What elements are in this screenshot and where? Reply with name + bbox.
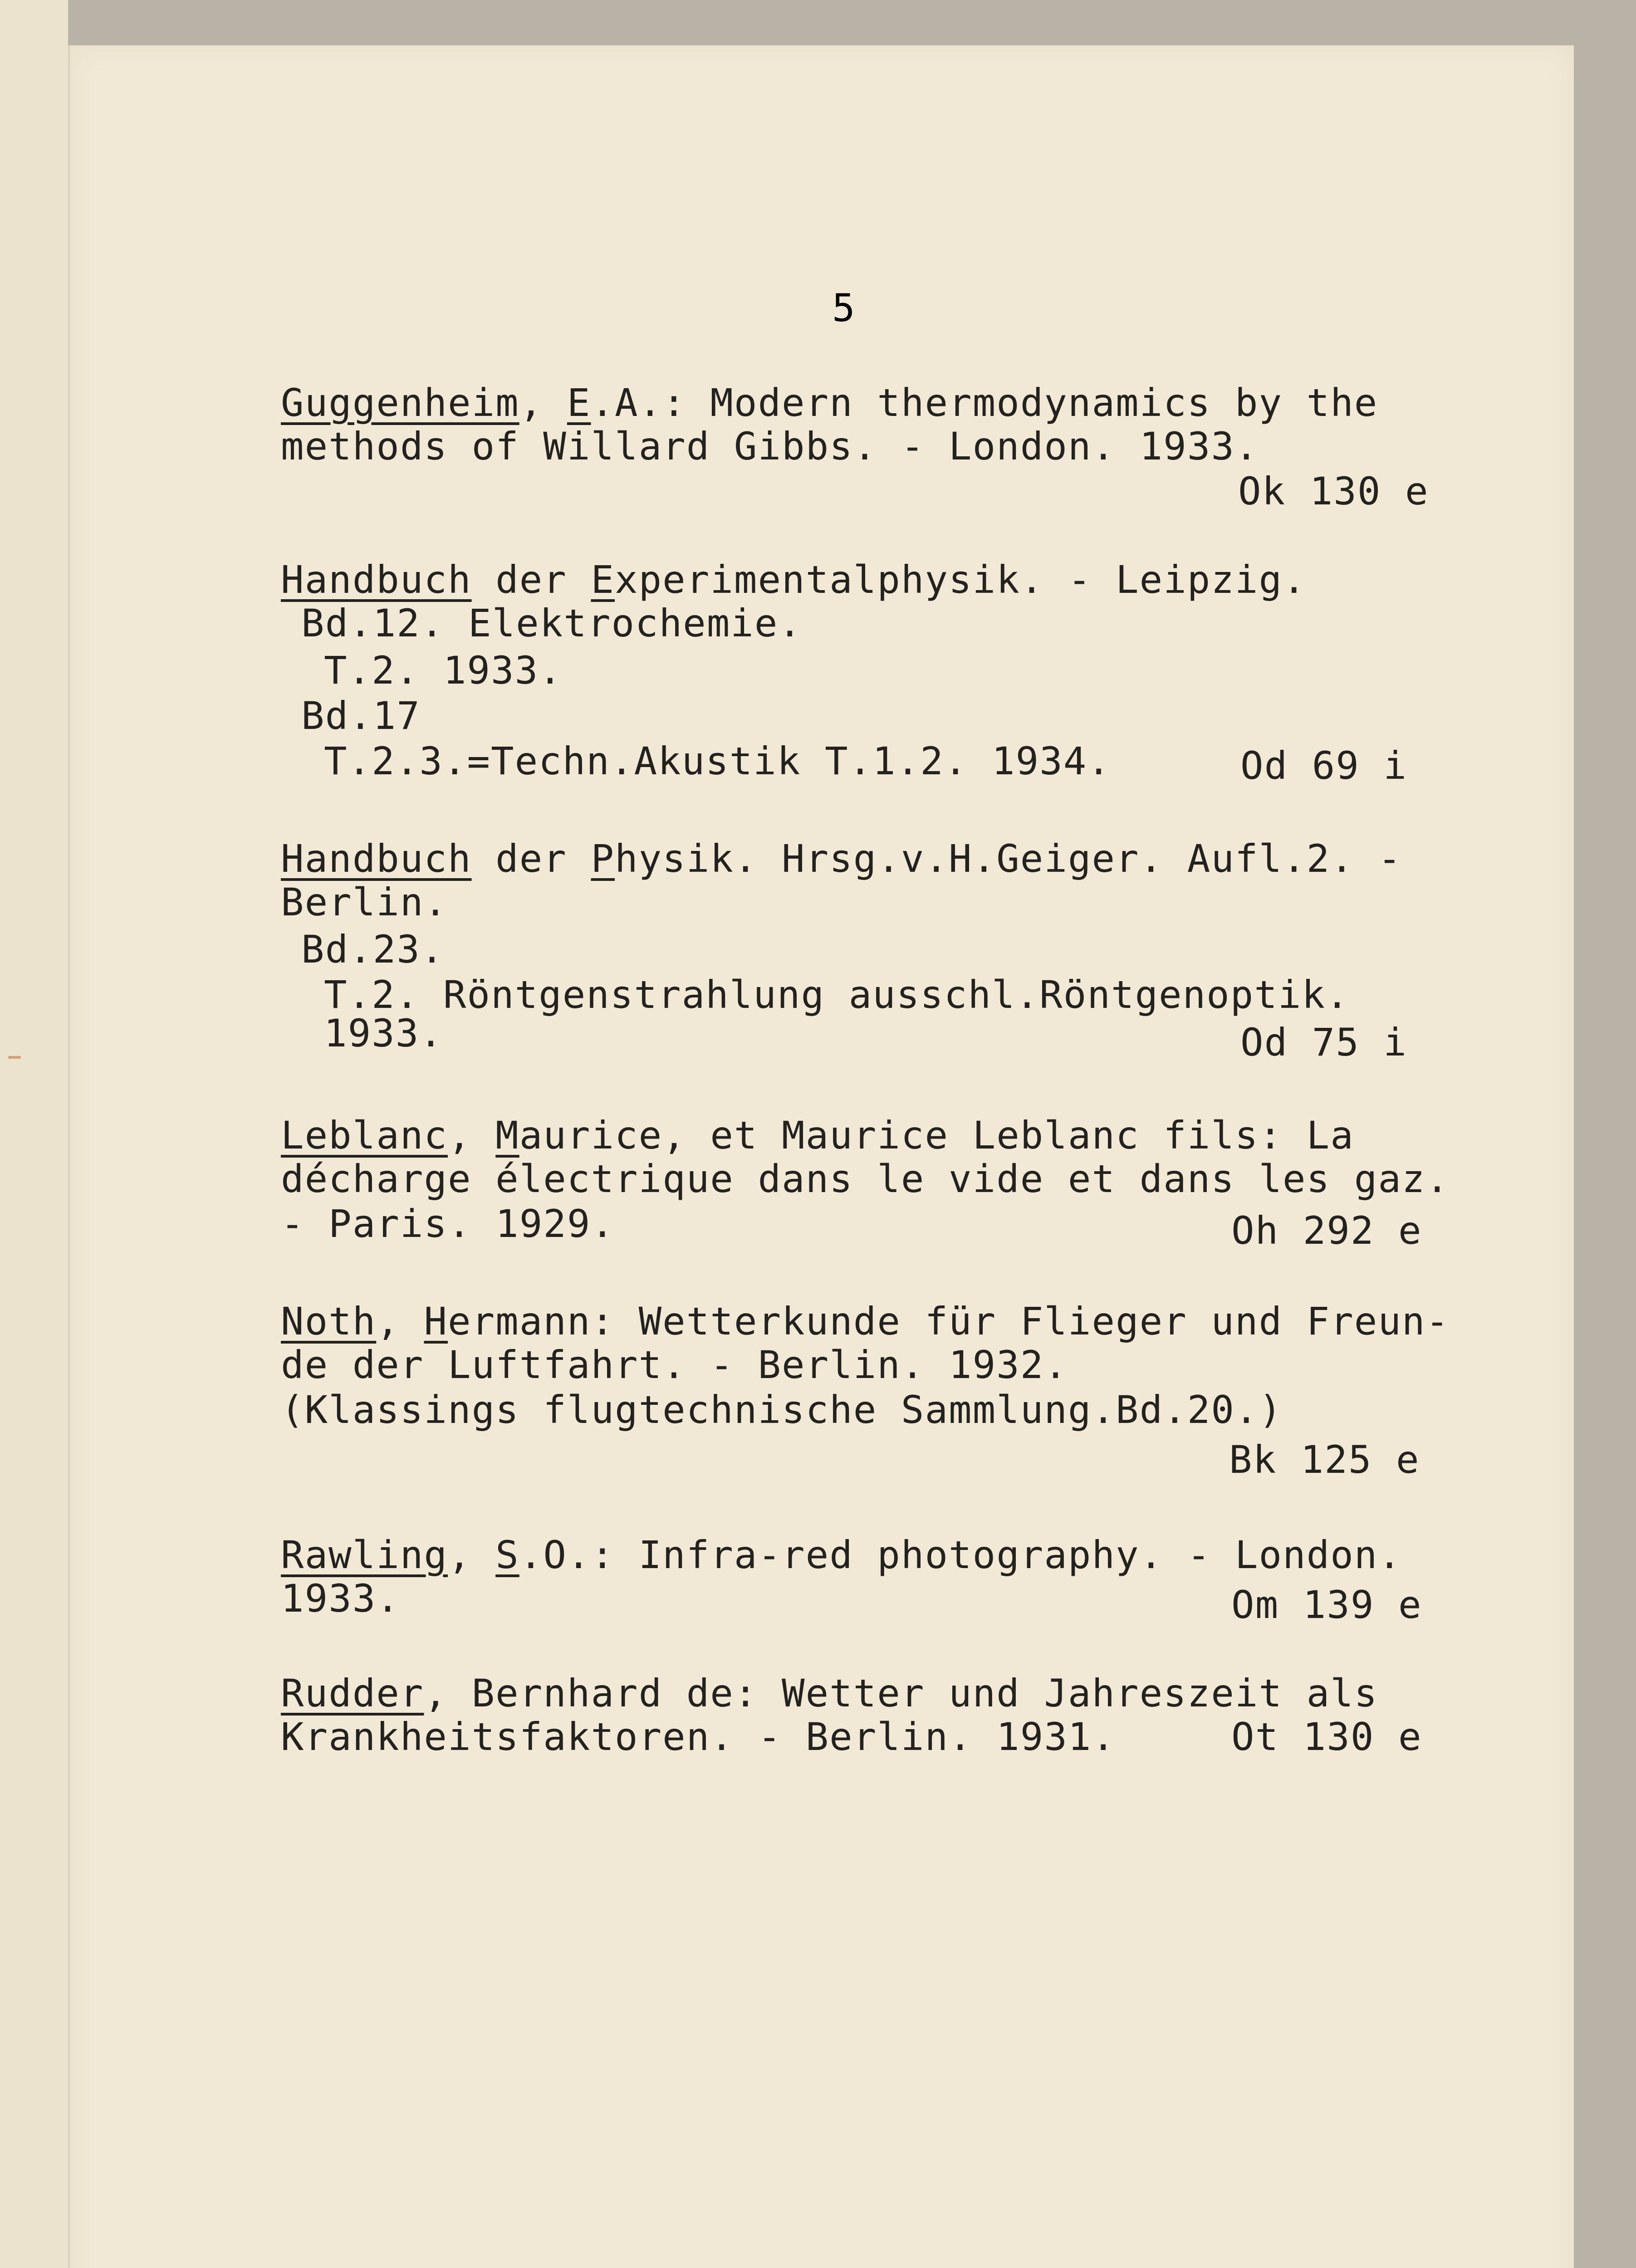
text: .A.: Modern thermodynamics by the (591, 381, 1378, 425)
text: der (471, 557, 591, 602)
entry-line: Bd.23. (301, 927, 445, 972)
text: aurice, et Maurice Leblanc fils: La (519, 1113, 1354, 1158)
text: , (519, 381, 567, 425)
shelfmark: Om 139 e (1231, 1583, 1422, 1627)
entry-line: T.2. 1933. (324, 648, 563, 693)
entry-line: Berlin. (281, 880, 448, 924)
text: hysik. Hrsg.v.H.Geiger. Aufl.2. - (615, 836, 1402, 881)
entry-line: Bd.12. Elektrochemie. (301, 601, 803, 645)
catalog-page (68, 45, 1574, 2268)
page-number: 5 (832, 286, 855, 330)
entry-line: Krankheitsfaktoren. - Berlin. 1931. (281, 1715, 1116, 1759)
entry-line: 1933. (324, 1011, 443, 1056)
left-page-edge (0, 0, 68, 2268)
text: , (448, 1113, 496, 1158)
text: ermann: Wetterkunde für Flieger und Freun- (448, 1299, 1450, 1344)
text: , (448, 1533, 496, 1577)
entry-line (281, 381, 1378, 425)
author-initial: H (424, 1299, 448, 1344)
author-initial: M (495, 1113, 519, 1158)
entry-guggenheim (70, 220, 1429, 513)
title-word: Handbuch (281, 836, 472, 881)
shelfmark: Od 69 i (1240, 743, 1408, 788)
bibliography (70, 45, 1450, 2268)
shelfmark: Oh 292 e (1231, 1208, 1422, 1253)
shelfmark: Ot 130 e (1231, 1715, 1422, 1759)
text: .O.: Infra-red photography. - London. (519, 1533, 1402, 1577)
author-surname: Guggenheim (281, 381, 519, 425)
entry-line (281, 1672, 1378, 1715)
entry-line: Bd.17 (301, 694, 421, 738)
text: , Bernhard de: Wetter und Jahreszeit als (424, 1671, 1378, 1716)
title-word: Handbuch (281, 557, 472, 602)
entry-line: 1933. (281, 1576, 400, 1621)
entry-line (281, 1533, 1402, 1577)
author-surname: Leblanc (281, 1113, 448, 1158)
entry-line: (Klassings flugtechnische Sammlung.Bd.20.) (281, 1388, 1283, 1432)
text: , (376, 1299, 424, 1344)
entry-line: T.2.3.=Techn.Akustik T.1.2. 1934. (324, 739, 1111, 783)
author-initial: S (495, 1533, 519, 1577)
author-surname: Noth (281, 1299, 377, 1344)
author-surname: Rudder (281, 1671, 424, 1716)
text: xperimentalphysik. - Leipzig. (615, 557, 1307, 602)
entry-line: décharge électrique dans le vide et dans les gaz. (281, 1157, 1450, 1201)
title-initial: E (591, 557, 615, 602)
shelfmark: Od 75 i (1240, 1020, 1408, 1065)
shelfmark: Bk 125 e (1229, 1437, 1420, 1482)
margin-mark (8, 1056, 21, 1059)
entry-line (281, 558, 1307, 601)
text: der (471, 836, 591, 881)
entry-line: T.2. Röntgenstrahlung ausschl.Röntgenoptik. (324, 973, 1350, 1017)
entry-line: - Paris. 1929. (281, 1202, 615, 1246)
author-initial: E (567, 381, 591, 425)
entry-line (281, 1300, 1450, 1343)
entry-line: methods of Willard Gibbs. - London. 1933. (281, 424, 1259, 469)
entry-line (281, 1114, 1354, 1157)
shelfmark: Ok 130 e (1238, 469, 1429, 513)
entry-line (281, 837, 1402, 880)
entry-line: de der Luftfahrt. - Berlin. 1932. (281, 1343, 1068, 1387)
title-initial: P (591, 836, 615, 881)
author-surname: Rawling (281, 1533, 448, 1577)
